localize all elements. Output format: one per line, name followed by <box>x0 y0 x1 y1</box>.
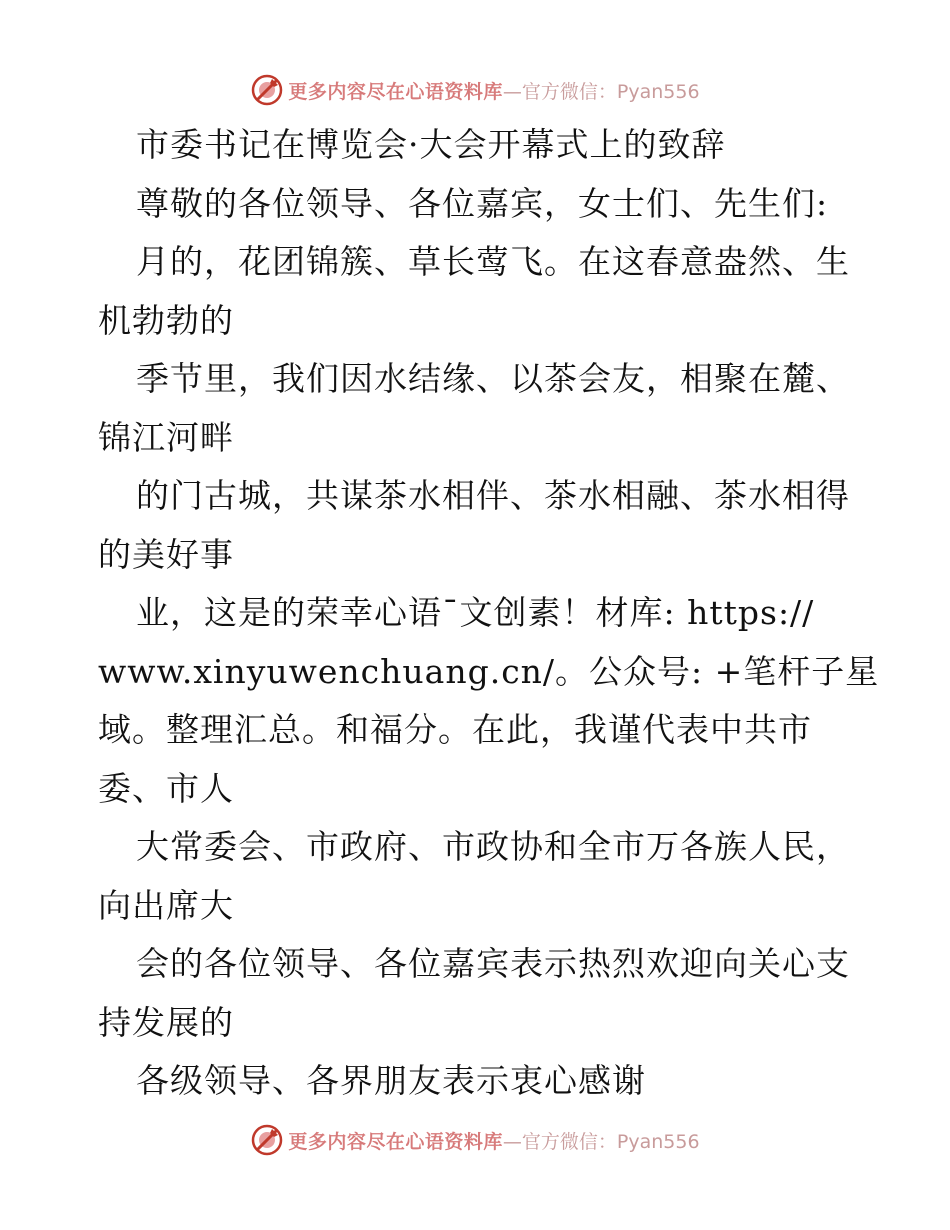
banner-sub-text: —官方微信：Pyan556 <box>502 80 700 103</box>
paragraph-line: 委、市人 <box>98 768 234 808</box>
paragraph-line: 业，这是的荣幸心语¯文创素！材库: https:// <box>136 593 815 632</box>
paragraph-line: 大常委会、市政府、市政协和全市万各族人民， <box>136 827 850 866</box>
paragraph-line: 锦江河畔 <box>98 417 234 457</box>
brand-logo-icon <box>250 1123 284 1157</box>
paragraph-line: 的美好事 <box>98 534 234 574</box>
header-banner <box>0 70 950 110</box>
brand-logo-icon <box>250 73 284 107</box>
paragraph-line: 月的，花团锦簇、草长莺飞。在这春意盎然、生 <box>136 242 850 281</box>
banner-main-text: 更多内容尽在心语资料库 <box>288 80 503 103</box>
document-title: 市委书记在博览会·大会开幕式上的致辞 <box>136 125 726 164</box>
paragraph-line: 季节里，我们因水结缘、以茶会友，相聚在麓、 <box>136 359 850 398</box>
paragraph-line: 会的各位领导、各位嘉宾表示热烈欢迎向关心支 <box>136 944 850 983</box>
paragraph-line: 各级领导、各界朋友表示衷心感谢 <box>136 1061 646 1100</box>
paragraph-line: 的门古城，共谋茶水相伴、茶水相融、茶水相得 <box>136 476 850 515</box>
paragraph-line: 机勃勃的 <box>98 300 234 340</box>
salutation: 尊敬的各位领导、各位嘉宾，女士们、先生们: <box>136 183 829 223</box>
banner-main-text: 更多内容尽在心语资料库 <box>288 1130 503 1153</box>
document-body <box>98 116 880 1111</box>
footer-banner <box>0 1120 950 1160</box>
banner-sub-text: —官方微信：Pyan556 <box>502 1130 700 1153</box>
paragraph-line: 持发展的 <box>98 1002 234 1042</box>
paragraph-line: 向出席大 <box>98 885 234 925</box>
paragraph-line: www.xinyuwenchuang.cn/。公众号: +笔杆子星 <box>98 651 880 691</box>
paragraph-line: 域。整理汇总。和福分。在此，我谨代表中共市 <box>98 710 812 749</box>
